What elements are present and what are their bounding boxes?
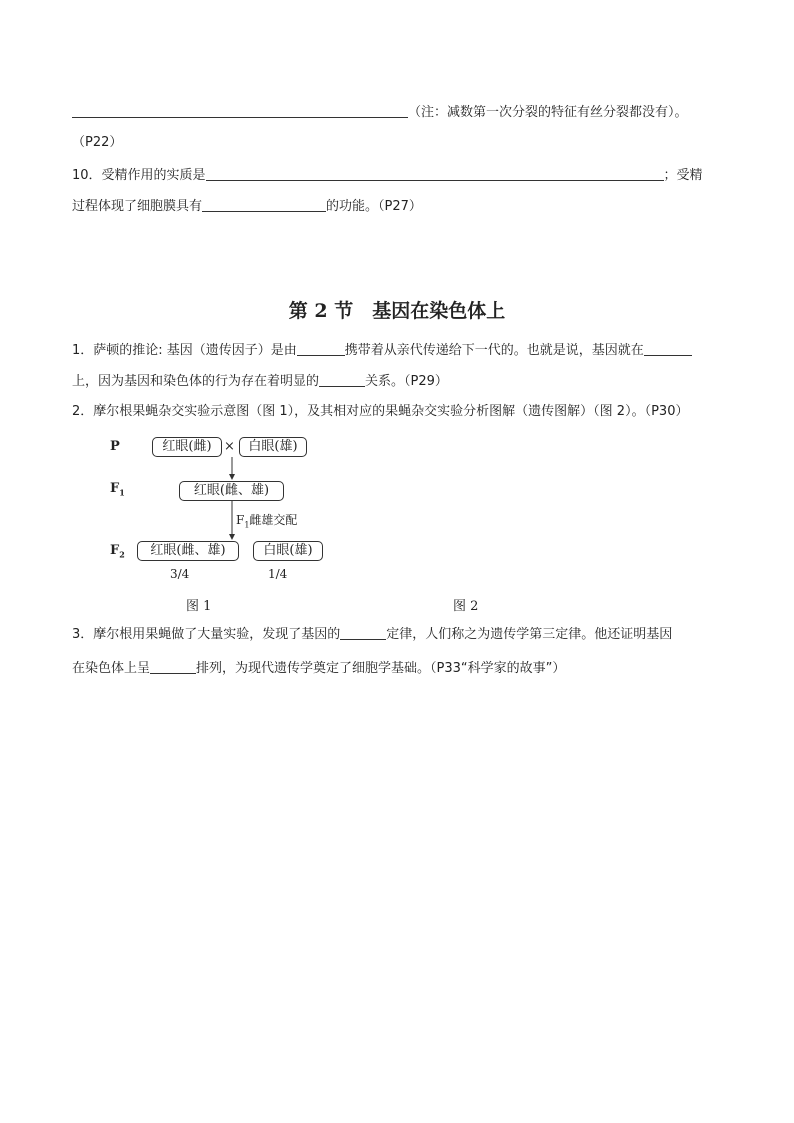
- f1-box: 红眼(雌、雄): [179, 481, 284, 501]
- ratio-red: 3/4: [170, 567, 190, 581]
- q1-line2-prefix: 上，因为基因和染色体的行为存在着明显的: [72, 374, 320, 389]
- p-male-box: 白眼(雄): [239, 437, 307, 457]
- q3-line2-prefix: 在染色体上呈: [72, 661, 151, 676]
- f2-white-box: 白眼(雄): [253, 541, 323, 561]
- q3-mid: 定律，人们称之为遗传学第三定律。他还证明基因: [386, 627, 673, 642]
- q10-line2-prefix: 过程体现了细胞膜具有: [72, 199, 203, 214]
- question-2: 2．摩尔根果蝇杂交实验示意图（图 1），及其相对应的果蝇杂交实验分析图解（遗传图解）（图 2）。（P30）: [72, 404, 689, 419]
- question-3: [72, 625, 672, 644]
- f1-cross-label: $F_1$雌雄交配: [236, 513, 298, 530]
- section-title: 第 2 节 基因在染色体上: [288, 300, 506, 322]
- q10-line2-suffix: 的功能。（P27）: [326, 199, 422, 214]
- q1-line2-suffix: 关系。（P29）: [365, 374, 448, 389]
- answer-blank[interactable]: [340, 625, 386, 640]
- q1-prefix: 1．萨顿的推论: 基因（遗传因子）是由: [72, 343, 297, 358]
- answer-blank[interactable]: [150, 659, 196, 674]
- cross-symbol: ×: [224, 439, 235, 454]
- q3-prefix: 3．摩尔根用果蝇做了大量实验，发现了基因的: [72, 627, 341, 642]
- generation-f2-label: $F_2$: [110, 543, 125, 560]
- q10-suffix: ；受精: [663, 168, 703, 183]
- q3-line2-suffix: 排列，为现代遗传学奠定了细胞学基础。（P33“科学家的故事”）: [196, 661, 566, 676]
- q1-mid: 携带着从亲代传递给下一代的。也就是说，基因就在: [344, 343, 644, 358]
- ratio-white: 1/4: [268, 567, 288, 581]
- generation-f1-label: $F_1$: [110, 481, 125, 498]
- question-3-line-2: [72, 659, 565, 678]
- prev-line-2: （P22）: [72, 135, 123, 150]
- generation-p-label: P: [110, 439, 120, 454]
- p-female-box: 红眼(雌): [152, 437, 222, 457]
- q10-prefix: 10．受精作用的实质是: [72, 168, 206, 183]
- f2-red-box: 红眼(雌、雄): [137, 541, 239, 561]
- prev-line1-suffix: （注：减数第一次分裂的特征有丝分裂都没有）。: [408, 105, 688, 120]
- figure-2-caption: 图 2: [453, 599, 479, 614]
- figure-1-caption: 图 1: [186, 599, 212, 614]
